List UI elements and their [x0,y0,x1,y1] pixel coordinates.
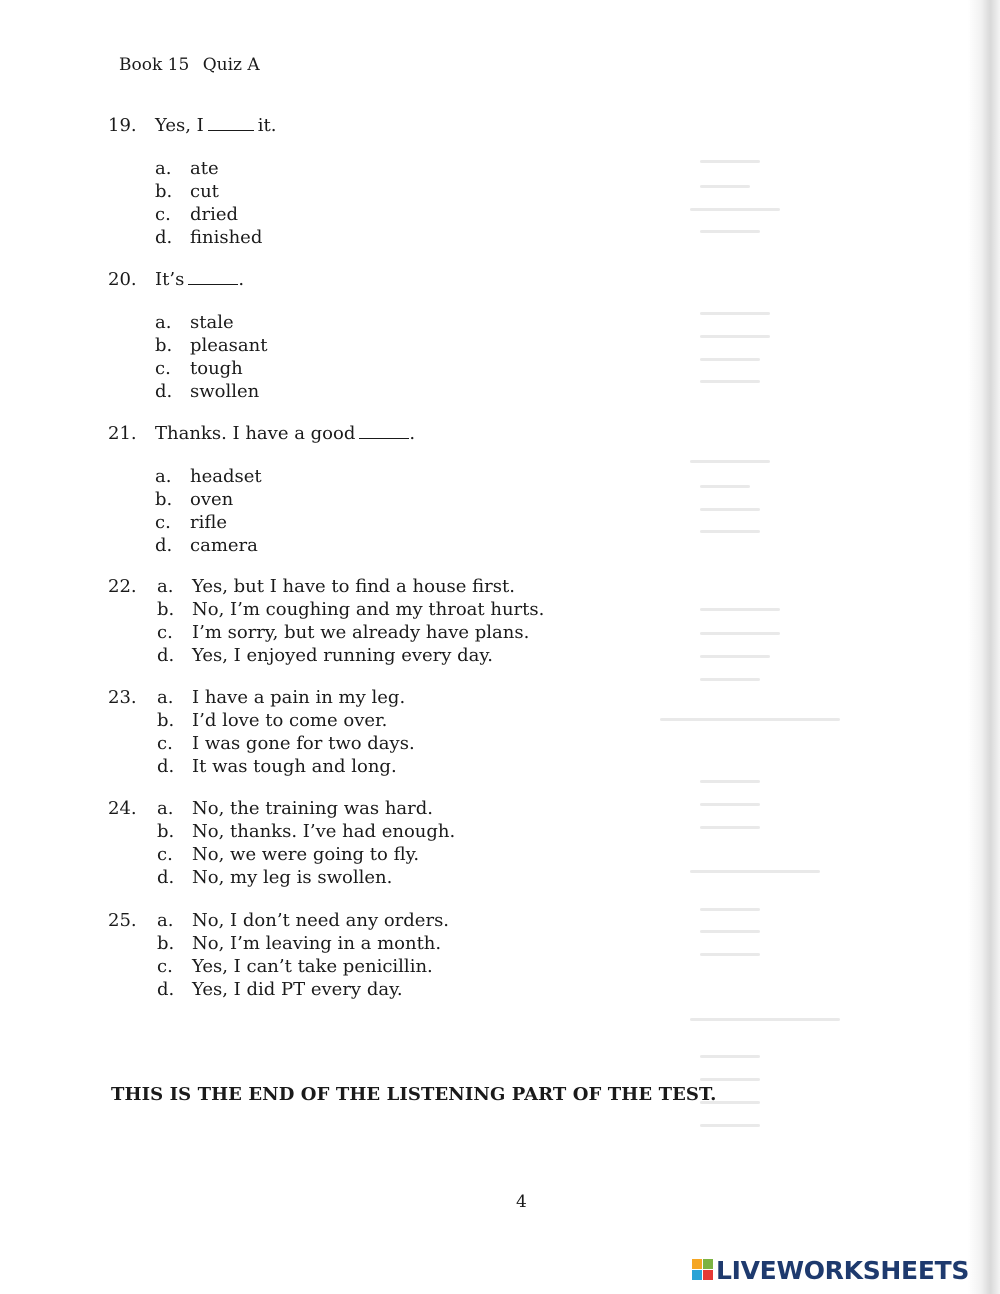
option-text: camera [190,535,258,556]
option-text: No, thanks. I’ve had enough. [192,821,456,842]
page-header [119,55,260,75]
option-text: finished [190,227,263,248]
book-label: Book 15 [119,55,190,75]
show-through-line [700,485,750,488]
option-text: Yes, I enjoyed running every day. [192,645,493,666]
show-through-line [690,1018,840,1021]
option-letter: c. [155,204,171,225]
option-letter: d. [157,979,175,1000]
show-through-line [660,718,840,721]
question-number: 23. [108,687,137,708]
show-through-line [690,208,780,211]
show-through-line [700,185,750,188]
show-through-line [700,1078,760,1081]
question-number: 22. [108,576,137,597]
show-through-line [700,826,760,829]
answer-blank[interactable] [208,116,254,131]
option-letter: c. [155,358,171,379]
show-through-line [690,870,820,873]
option-text: tough [190,358,243,379]
option-text: oven [190,489,234,510]
question-stem [155,268,244,291]
brand-name: LIVEWORKSHEETS [716,1255,970,1285]
quiz-label: Quiz A [202,55,260,75]
liveworksheets-brand[interactable] [692,1255,969,1285]
show-through-line [700,1055,760,1058]
option-text: I have a pain in my leg. [192,687,406,708]
option-letter: c. [157,733,173,754]
option-text: No, I’m leaving in a month. [192,933,442,954]
question-number: 20. [108,269,137,290]
option-letter: a. [157,910,174,931]
option-letter: b. [157,821,175,842]
question-stem [155,114,276,137]
option-text: dried [190,204,239,225]
option-text: I’m sorry, but we already have plans. [192,622,530,643]
show-through-line [700,632,780,635]
stem-text: Thanks. I have a good [155,423,356,444]
question-number: 25. [108,910,137,931]
option-letter: c. [157,622,173,643]
option-letter: b. [157,599,175,620]
option-letter: d. [157,645,175,666]
option-text: It was tough and long. [192,756,397,777]
option-text: No, we were going to fly. [192,844,420,865]
option-letter: d. [155,381,173,402]
option-letter: a. [157,576,174,597]
question-number: 19. [108,115,137,136]
option-letter: b. [155,335,173,356]
option-text: Yes, I can’t take penicillin. [192,956,433,977]
option-letter: a. [157,798,174,819]
answer-blank[interactable] [359,424,409,439]
show-through-line [700,312,770,315]
option-text: No, my leg is swollen. [192,867,393,888]
show-through-line [690,460,770,463]
show-through-line [700,358,760,361]
show-through-line [700,678,760,681]
question-number: 24. [108,798,137,819]
show-through-line [700,780,760,783]
option-text: No, the training was hard. [192,798,434,819]
option-letter: d. [157,756,175,777]
show-through-line [700,1124,760,1127]
option-text: Yes, but I have to find a house first. [192,576,515,597]
stem-text: It’s [155,269,185,290]
option-letter: b. [157,710,175,731]
option-text: headset [190,466,262,487]
option-letter: a. [155,466,172,487]
liveworksheets-logo-icon [692,1259,714,1281]
stem-text: . [409,423,416,444]
show-through-line [700,908,760,911]
show-through-line [700,655,770,658]
option-letter: b. [157,933,175,954]
show-through-line [700,930,760,933]
answer-blank[interactable] [188,270,238,285]
option-letter: c. [157,844,173,865]
option-text: cut [190,181,219,202]
option-text: No, I don’t need any orders. [192,910,450,931]
show-through-line [700,230,760,233]
stem-text: Yes, I [155,115,204,136]
option-text: I was gone for two days. [192,733,415,754]
show-through-line [700,160,760,163]
option-letter: a. [155,158,172,179]
option-text: ate [190,158,219,179]
page-number: 4 [516,1192,527,1212]
option-letter: d. [155,227,173,248]
page-edge-shadow [968,0,1000,1294]
show-through-line [700,803,760,806]
option-letter: c. [155,512,171,533]
option-letter: b. [155,181,173,202]
option-letter: c. [157,956,173,977]
question-stem [155,422,415,445]
stem-text: . [238,269,245,290]
stem-text: it. [257,115,277,136]
end-of-listening-note: THIS IS THE END OF THE LISTENING PART OF THE TEST. [111,1084,717,1105]
option-text: pleasant [190,335,268,356]
option-text: Yes, I did PT every day. [192,979,403,1000]
option-letter: a. [157,687,174,708]
show-through-line [700,608,780,611]
show-through-line [700,953,760,956]
option-letter: a. [155,312,172,333]
option-letter: b. [155,489,173,510]
option-text: No, I’m coughing and my throat hurts. [192,599,545,620]
option-text: I’d love to come over. [192,710,388,731]
show-through-line [700,530,760,533]
question-number: 21. [108,423,137,444]
option-text: rifle [190,512,228,533]
option-text: swollen [190,381,260,402]
option-letter: d. [155,535,173,556]
show-through-line [700,380,760,383]
option-text: stale [190,312,234,333]
option-letter: d. [157,867,175,888]
show-through-line [700,508,760,511]
show-through-line [700,335,770,338]
